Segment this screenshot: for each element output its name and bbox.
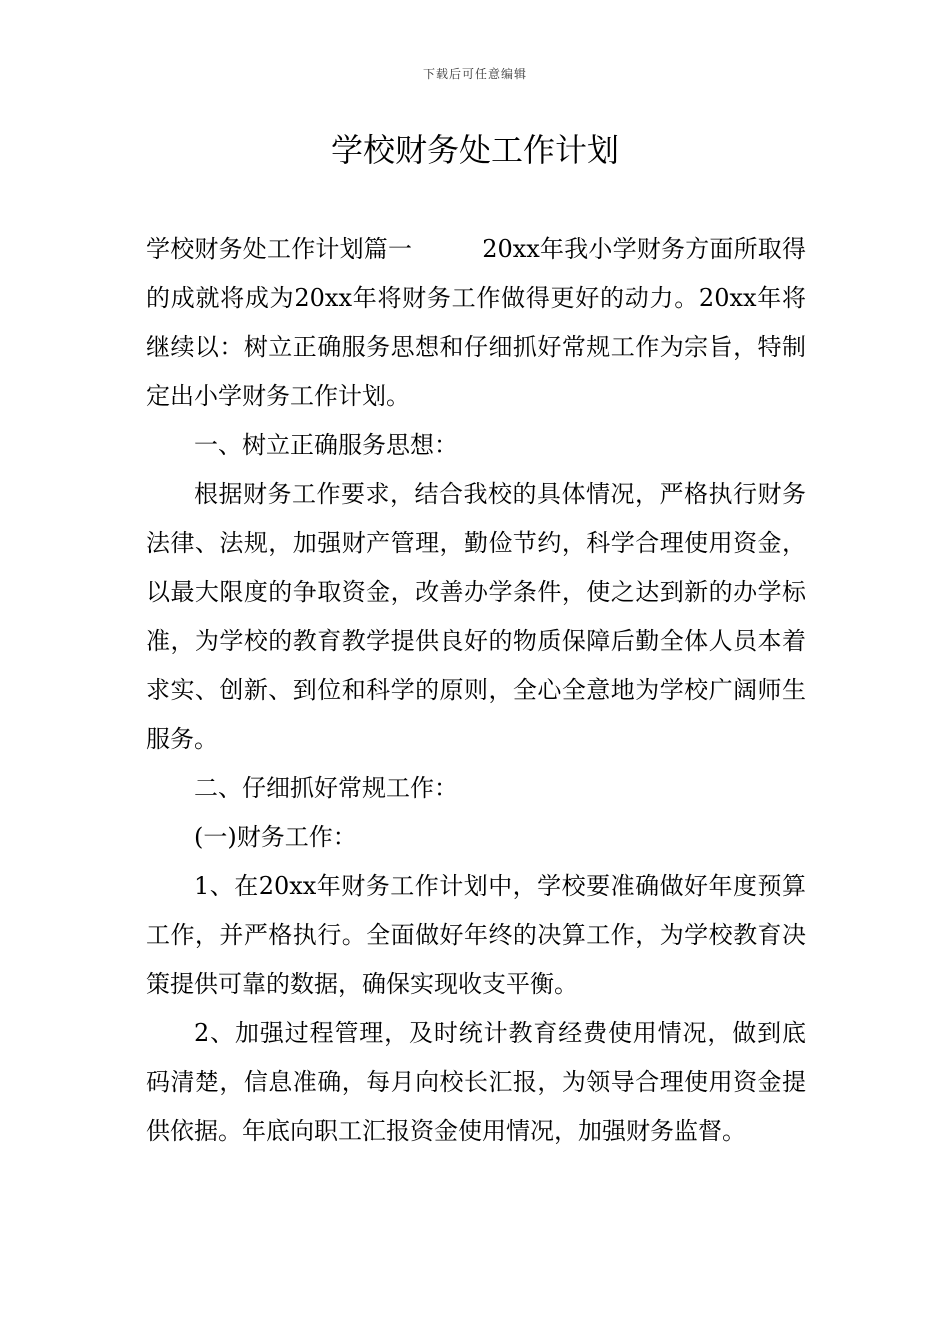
list-item-1: 1、在20xx年财务工作计划中，学校要准确做好年度预算工作，并严格执行。全面做好年终的决算工作，为学校教育决策提供可靠的数据，确保实现收支平衡。: [146, 872, 806, 998]
list-item-2: 2、加强过程管理，及时统计教育经费使用情况，做到底码清楚，信息准确，每月向校长汇报，为领导合理使用资金提供依据。年底向职工汇报资金使用情况，加强财务监督。: [146, 1019, 806, 1145]
document-body: [146, 225, 806, 1156]
header-note: 下载后可任意编辑: [422, 67, 527, 81]
body-paragraph: 根据财务工作要求，结合我校的具体情况，严格执行财务法律、法规，加强财产管理，勤俭节约，科学合理使用资金，以最大限度的争取资金，改善办学条件，使之达到新的办学标准，为学校的教育教学提供良好的物质保障后勤全体人员本着求实、创新、到位和科学的原则，全心全意地为学校广阔师生服务。: [146, 480, 806, 753]
intro-lead: 学校财务处工作计划篇一: [146, 235, 413, 263]
subsection-heading: (一)财务工作：: [194, 823, 357, 851]
intro-text: 20xx年我小学财务方面所取得的成就将成为20xx年将财务工作做得更好的动力。20xx年将继续以：树立正确服务思想和仔细抓好常规工作为宗旨，特制定出小学财务工作计划。: [146, 235, 807, 410]
document-title: 学校财务处工作计划: [330, 131, 619, 169]
section-heading-2: 二、仔细抓好常规工作：: [194, 774, 458, 802]
section-heading-1: 一、树立正确服务思想：: [194, 431, 458, 459]
intro-paragraph: [146, 225, 806, 421]
